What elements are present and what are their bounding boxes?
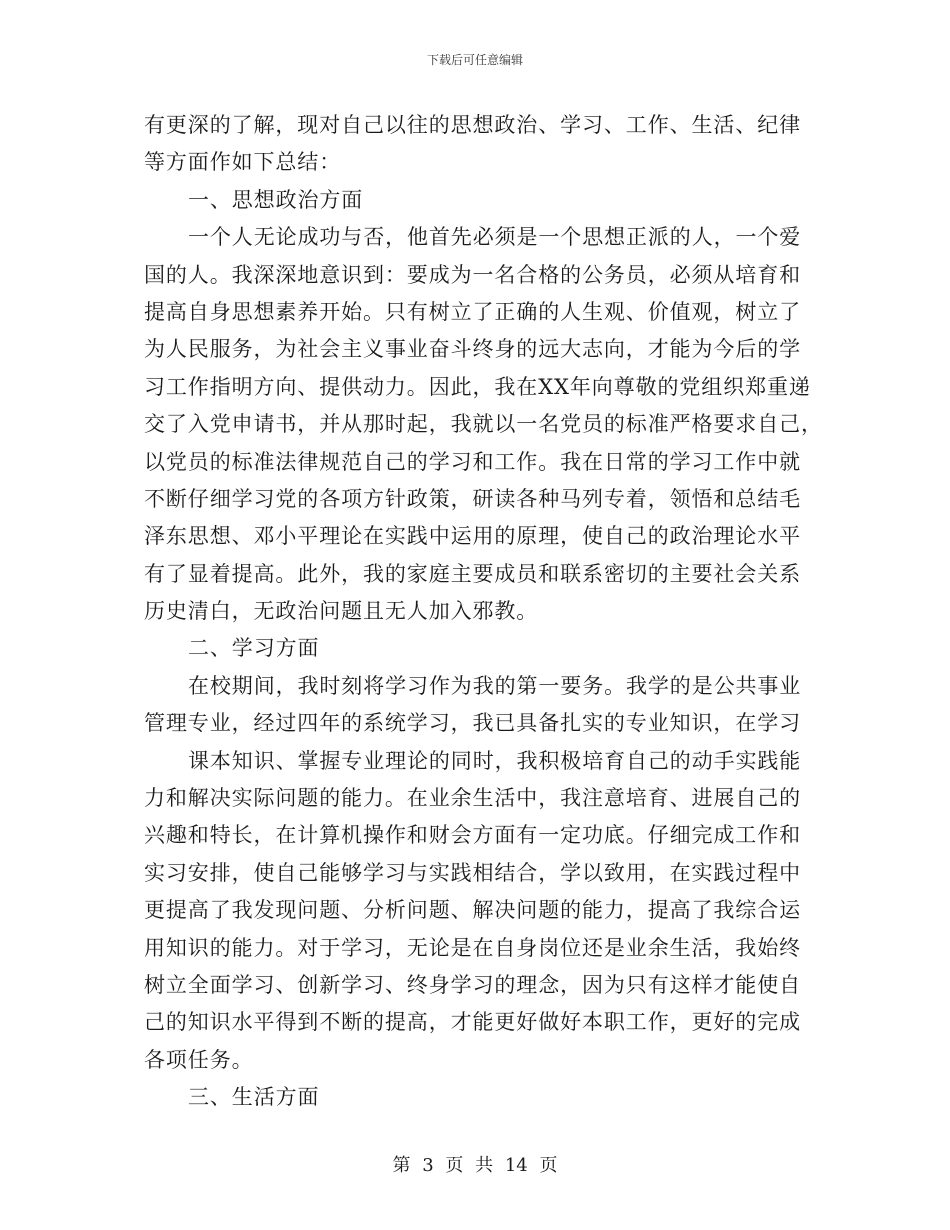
section-heading: 一、思想政治方面: [188, 187, 364, 212]
body-line: 各项任务。: [144, 1047, 254, 1072]
section-heading: 三、生活方面: [188, 1085, 320, 1110]
body-line: 历史清白，无政治问题且无人加入邪教。: [144, 599, 539, 624]
body-line: 为人民服务，为社会主义事业奋斗终身的远大志向，才能为今后的学: [144, 337, 801, 362]
page-header: 下载后可任意编辑: [426, 53, 523, 67]
body-line: 用知识的能力。对于学习，无论是在自身岗位还是业余生活，我始终: [144, 935, 801, 960]
body-line: 更提高了我发现问题、分析问题、解决问题的能力，提高了我综合运: [144, 898, 801, 923]
body-line: 提高自身思想素养开始。只有树立了正确的人生观、价值观，树立了: [144, 299, 801, 324]
page-footer: 第 3 页 共 14 页: [392, 1155, 558, 1176]
body-line: 泽东思想、邓小平理论在实践中运用的原理，使自己的政治理论水平: [144, 524, 801, 549]
section-heading: 二、学习方面: [188, 636, 320, 661]
body-line: 管理专业，经过四年的系统学习，我已具备扎实的专业知识，在学习: [144, 711, 801, 736]
body-line: 力和解决实际问题的能力。在业余生活中，我注意培育、进展自己的: [144, 786, 801, 811]
body-line: 有了显着提高。此外，我的家庭主要成员和联系密切的主要社会关系: [144, 561, 801, 586]
body-line: 己的知识水平得到不断的提高，才能更好做好本职工作，更好的完成: [144, 1010, 801, 1035]
body-line: 交了入党申请书，并从那时起，我就以一名党员的标准严格要求自己，: [144, 412, 823, 437]
paragraph-first-line: 课本知识、掌握专业理论的同时，我积极培育自己的动手实践能: [188, 748, 802, 773]
body-line: 树立全面学习、创新学习、终身学习的理念，因为只有这样才能使自: [144, 972, 801, 997]
body-line: 有更深的了解，现对自己以往的思想政治、学习、工作、生活、纪律: [144, 113, 801, 137]
paragraph-first-line: 一个人无论成功与否，他首先必须是一个思想正派的人，一个爱: [188, 225, 802, 250]
body-line: 以党员的标准法律规范自己的学习和工作。我在日常的学习工作中就: [144, 449, 801, 474]
body-line: 兴趣和特长，在计算机操作和财会方面有一定功底。仔细完成工作和: [144, 823, 801, 848]
body-line: 等方面作如下总结：: [144, 150, 342, 175]
body-line: 习工作指明方向、提供动力。因此，我在XX年向尊敬的党组织郑重递: [144, 374, 811, 399]
body-line: 国的人。我深深地意识到：要成为一名合格的公务员，必须从培育和: [144, 262, 801, 287]
paragraph-first-line: 在校期间，我时刻将学习作为我的第一要务。我学的是公共事业: [188, 673, 802, 698]
document-body: [144, 107, 823, 1117]
body-line: 不断仔细学习党的各项方针政策，研读各种马列专着，领悟和总结毛: [144, 486, 801, 511]
body-line: 实习安排，使自己能够学习与实践相结合，学以致用，在实践过程中: [144, 860, 801, 885]
